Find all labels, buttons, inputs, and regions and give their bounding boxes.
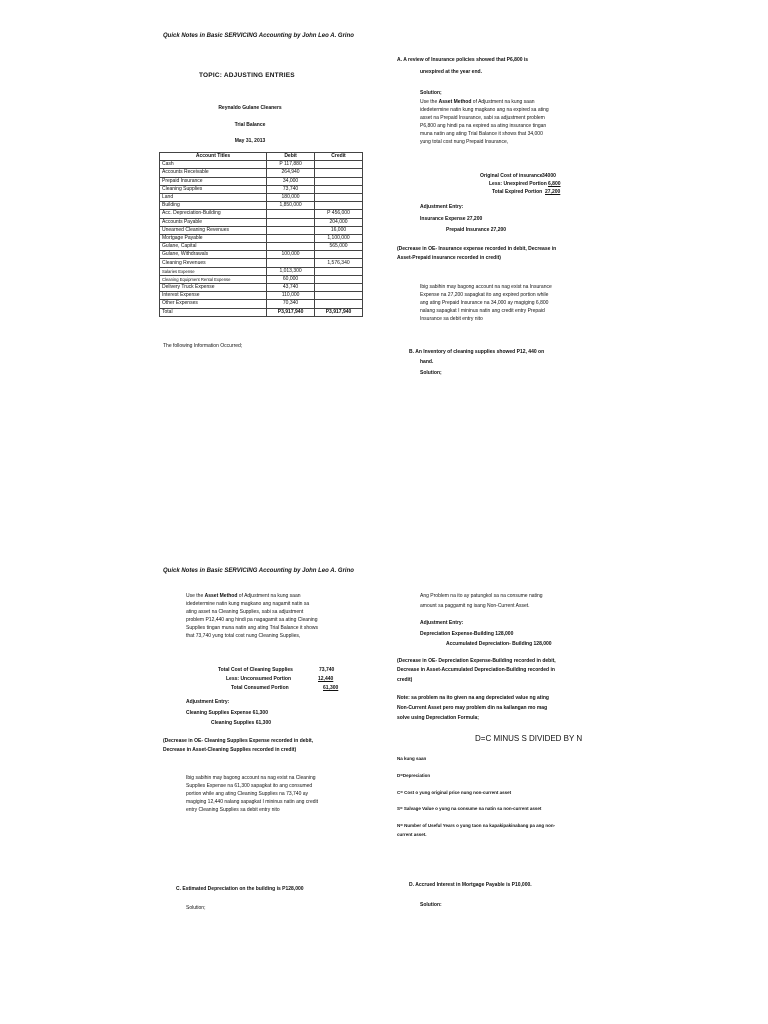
item-a-calc: Original Cost of insurance 34000 Less: Unexpired Portion 6,800 Total Expired Portion 27,200 bbox=[480, 173, 561, 195]
credit-cell: 1,100,000 bbox=[315, 234, 363, 242]
account-title-cell: Mortgage Payable bbox=[160, 234, 267, 242]
table-row bbox=[160, 185, 363, 193]
table-row bbox=[160, 275, 363, 283]
account-title-cell: Acc. Depreciation-Building bbox=[160, 210, 267, 218]
credit-cell bbox=[315, 185, 363, 193]
item-c-solution: Solution; bbox=[186, 905, 206, 911]
account-title-cell: Gulane, Capital bbox=[160, 243, 267, 251]
item-d-title: D. Accrued Interest in Mortgage Payable is P10,000. bbox=[409, 882, 532, 888]
account-title-cell: Land bbox=[160, 193, 267, 201]
page1-header: Quick Notes in Basic SERVICING Accounting by John Leo A. Grino bbox=[163, 33, 354, 39]
table-row bbox=[160, 177, 363, 185]
item-a-entry-label: Adjustment Entry: bbox=[420, 204, 464, 210]
trial-balance-table bbox=[159, 152, 363, 317]
debit-cell bbox=[267, 218, 315, 226]
depr-note-c: solve using Depreciation Formula; bbox=[397, 715, 479, 721]
cleaning-entry-label: Adjustment Entry: bbox=[186, 699, 230, 705]
debit-cell bbox=[267, 234, 315, 242]
account-title-cell: Cleaning Supplies bbox=[160, 185, 267, 193]
item-a-title: A. A review of Insurance policies showed that P6,800 is bbox=[397, 57, 529, 63]
cleaning-paragraph: Use the Asset Method of Adjustment na kung saan idedetermine natin kung magkano ang nagamit natin sa ating asset na Cleaning Supplies, sabi sa adjustment problem P12,440 ang hindi pa nagagamit sa ating Cleaning Supplies tingan muna natin ang ating Trial Balance it shows that 73,740 yung total cost nung Cleaning Supplies, bbox=[186, 593, 319, 639]
table-row bbox=[160, 259, 363, 267]
item-b-title2: hand. bbox=[420, 359, 434, 365]
account-title-cell: Cleaning Equipment Rental Expense bbox=[160, 275, 267, 283]
table-row bbox=[160, 300, 363, 308]
item-a-paragraph: Use the Asset Method of Adjustment na kung saan idedetermine natin kung magkano ang na expired sa ating asset na Prepaid Insurance, sabi sa adjustment problem P6,800 ang hindi pa na expired sa ating insurance tingan muna natin ang ating Trial Balance it shows that 34,000 yung total cost nung Prepaid Insurance, bbox=[420, 99, 549, 145]
depr-note-b: Non-Current Asset pero may problem din na kailangan mo mag bbox=[397, 705, 548, 711]
item-b-title: B. An Inventory of cleaning supplies showed P12, 440 on bbox=[409, 349, 545, 355]
account-title-cell: Building bbox=[160, 202, 267, 210]
credit-cell bbox=[315, 284, 363, 292]
debit-cell: 73,740 bbox=[267, 185, 315, 193]
cleaning-calc: Total Cost of Cleaning Supplies 73,740 Less: Unconsumed Portion 12,440 Total Consumed Portion 61,300 bbox=[218, 667, 339, 691]
debit-cell: 264,940 bbox=[267, 169, 315, 177]
table-row bbox=[160, 292, 363, 300]
account-title-cell: Total bbox=[160, 308, 267, 316]
account-title-cell: Cash bbox=[160, 161, 267, 169]
account-title-cell: Gulane, Withdrawals bbox=[160, 251, 267, 259]
table-row bbox=[160, 169, 363, 177]
depr-entry-credit: Accumulated Depreciation- Building 128,000 bbox=[446, 641, 552, 647]
na-kung-saan: Na kung saan bbox=[397, 756, 427, 761]
def-n2: current asset. bbox=[397, 832, 427, 837]
col-header-credit: Credit bbox=[315, 153, 363, 161]
depr-entry-debit: Depreciation Expense-Building 128,000 bbox=[420, 631, 514, 637]
table-row bbox=[160, 218, 363, 226]
table-row bbox=[160, 308, 363, 316]
credit-cell bbox=[315, 193, 363, 201]
table-row bbox=[160, 202, 363, 210]
table-row bbox=[160, 226, 363, 234]
depr-note3: credit) bbox=[397, 677, 413, 683]
debit-cell: P3,917,940 bbox=[267, 308, 315, 316]
depr-intro2: amount sa paggamit ng isang Non-Current Asset. bbox=[420, 603, 530, 609]
debit-cell: 110,000 bbox=[267, 292, 315, 300]
following-info: The following Information Occurred; bbox=[163, 343, 243, 349]
credit-cell bbox=[315, 292, 363, 300]
item-b-solution: Solution; bbox=[420, 370, 442, 376]
item-a-entry-debit: Insurance Expense 27,200 bbox=[420, 216, 483, 222]
credit-cell: 204,000 bbox=[315, 218, 363, 226]
report-name: Trial Balance bbox=[234, 122, 266, 128]
item-c-title: C. Estimated Depreciation on the building is P128,000 bbox=[176, 886, 304, 892]
credit-cell bbox=[315, 161, 363, 169]
credit-cell: P 456,000 bbox=[315, 210, 363, 218]
company-name: Reynaldo Gulane Cleaners bbox=[218, 105, 282, 111]
cleaning-note2: Decrease in Asset-Cleaning Supplies recorded in credit) bbox=[163, 747, 297, 753]
debit-cell bbox=[267, 226, 315, 234]
account-title-cell: Cleaning Revenues bbox=[160, 259, 267, 267]
depr-entry-label: Adjustment Entry: bbox=[420, 620, 464, 626]
item-a-note1: (Decrease in OE- Insurance expense recorded in debit, Decrease in bbox=[397, 246, 557, 252]
account-title-cell: Accounts Payable bbox=[160, 218, 267, 226]
debit-cell: 180,000 bbox=[267, 193, 315, 201]
table-row bbox=[160, 267, 363, 275]
credit-cell: 565,000 bbox=[315, 243, 363, 251]
credit-cell: P3,917,940 bbox=[315, 308, 363, 316]
page1-topic: TOPIC: ADJUSTING ENTRIES bbox=[199, 72, 295, 79]
table-row bbox=[160, 284, 363, 292]
account-title-cell: Prepaid Insurance bbox=[160, 177, 267, 185]
credit-cell bbox=[315, 202, 363, 210]
table-row bbox=[160, 161, 363, 169]
debit-cell: P 117,880 bbox=[267, 161, 315, 169]
def-c: C= Cost o yung original price nung non-current asset bbox=[397, 790, 512, 795]
account-title-cell: Unearned Cleaning Revenues bbox=[160, 226, 267, 234]
account-title-cell: Interest Expense bbox=[160, 292, 267, 300]
debit-cell: 1,850,000 bbox=[267, 202, 315, 210]
page2-header: Quick Notes in Basic SERVICING Accounting by John Leo A. Grino bbox=[163, 568, 354, 574]
account-title-cell: Delivery Truck Expense bbox=[160, 284, 267, 292]
col-header-debit: Debit bbox=[267, 153, 315, 161]
def-s: S= Salvage Value o yung na consume na natin sa non-current asset bbox=[397, 806, 542, 811]
cleaning-explain: Ibig sabihin may bagong account na nag exist na Cleaning Supplies Expense na 61,300 sapagkat ito ang consumed portion while ang ating Cleaning Supplies na 73,740 ay magiging 12,440 nalang sapagkat I mininus natin ang credit entry Cleaning Supplies sa debit entry nito bbox=[186, 775, 319, 813]
col-header-account: Account Titles bbox=[160, 153, 267, 161]
account-title-cell: Accounts Receivable bbox=[160, 169, 267, 177]
debit-cell: 34,000 bbox=[267, 177, 315, 185]
depr-note1: (Decrease in OE- Depreciation Expense-Building recorded in debit, bbox=[397, 658, 556, 664]
item-a-title2: unexpired at the year end. bbox=[420, 69, 482, 75]
depr-note-a: Note: sa problem na ito given na ang depreciated value ng ating bbox=[397, 695, 549, 701]
credit-cell bbox=[315, 267, 363, 275]
credit-cell bbox=[315, 169, 363, 177]
credit-cell: 16,000 bbox=[315, 226, 363, 234]
report-date: May 31, 2013 bbox=[234, 138, 266, 144]
credit-cell bbox=[315, 300, 363, 308]
debit-cell: 60,000 bbox=[267, 275, 315, 283]
debit-cell: 1,013,300 bbox=[267, 267, 315, 275]
debit-cell bbox=[267, 210, 315, 218]
def-n1: N= Number of Useful Years o yung taon na kapakipakinabang pa ang non- bbox=[397, 823, 556, 828]
item-d-solution: Solution: bbox=[420, 902, 442, 908]
table-row bbox=[160, 193, 363, 201]
depr-intro1: Ang Problem na ito ay patungkol sa na consume nating bbox=[420, 593, 543, 599]
debit-cell: 100,000 bbox=[267, 251, 315, 259]
account-title-cell: Salaries Expense bbox=[160, 267, 267, 275]
credit-cell bbox=[315, 251, 363, 259]
debit-cell: 70,340 bbox=[267, 300, 315, 308]
table-row bbox=[160, 251, 363, 259]
credit-cell bbox=[315, 275, 363, 283]
credit-cell: 1,576,340 bbox=[315, 259, 363, 267]
table-row bbox=[160, 210, 363, 218]
item-a-explain: Ibig sabihin may bagong account na nag exist na Insurance Expense na 27,200 sapagkat ito ang expired portion while ang ating Prepaid Insurance na 34,000 ay magiging 6,800 nalang sapagkat I mininus natin ang credit entry Prepaid Insurance sa debit entry nito bbox=[420, 284, 552, 322]
table-row bbox=[160, 243, 363, 251]
def-d: D=Depreciation bbox=[397, 773, 431, 778]
debit-cell bbox=[267, 259, 315, 267]
depr-note2: Decrease in Asset-Accumulated Depreciation-Building recorded in bbox=[397, 667, 555, 673]
credit-cell bbox=[315, 177, 363, 185]
debit-cell: 43,740 bbox=[267, 284, 315, 292]
item-a-entry-credit: Prepaid Insurance 27,200 bbox=[446, 227, 507, 233]
cleaning-note1: (Decrease in OE- Cleaning Supplies Expense recorded in debit, bbox=[163, 738, 314, 744]
debit-cell bbox=[267, 243, 315, 251]
table-row bbox=[160, 234, 363, 242]
cleaning-entry-debit: Cleaning Supplies Expense 61,300 bbox=[186, 710, 268, 716]
item-a-solution: Solution; bbox=[420, 90, 442, 96]
depreciation-formula: D=C MINUS S DIVIDED BY N bbox=[475, 734, 583, 743]
cleaning-entry-credit: Cleaning Supplies 61,300 bbox=[211, 720, 272, 726]
item-a-note2: Asset-Prepaid insurance recorded in credit) bbox=[397, 255, 501, 261]
account-title-cell: Other Expenses bbox=[160, 300, 267, 308]
